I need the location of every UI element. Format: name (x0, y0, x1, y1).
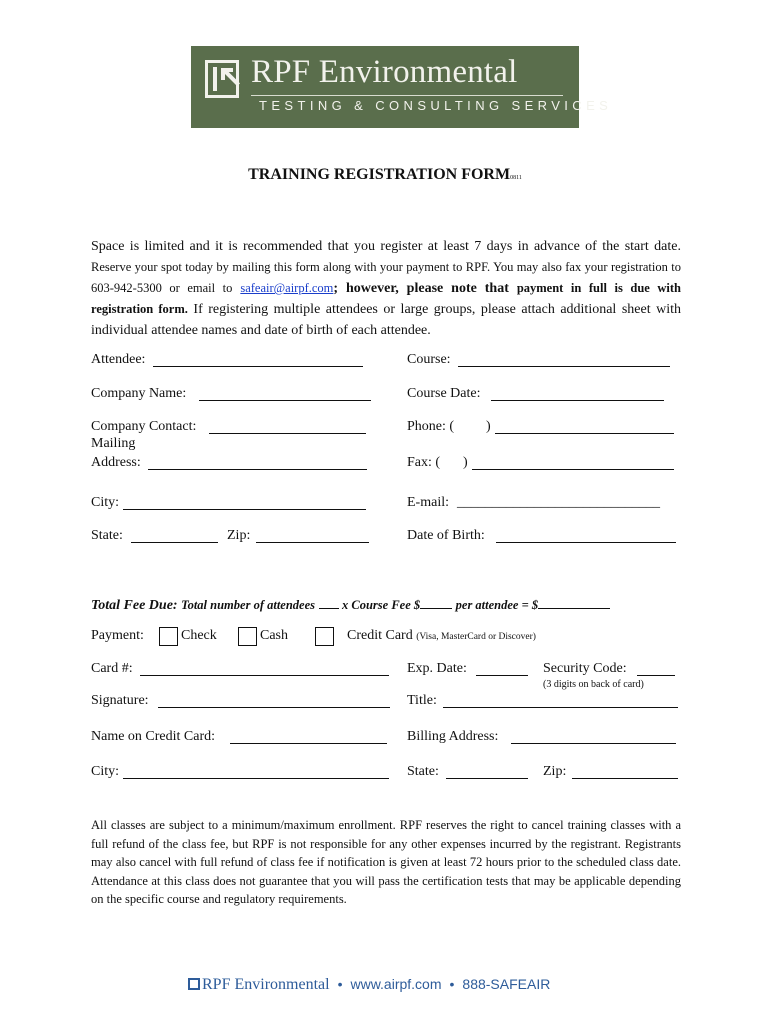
attendees-count-label: Total number of attendees (181, 598, 316, 612)
total-fee-field[interactable] (538, 596, 610, 609)
attendee-label: Attendee: (91, 352, 146, 367)
email-label: E-mail: (407, 495, 449, 510)
form-code: 0811 (510, 175, 522, 181)
check-checkbox[interactable] (159, 627, 178, 646)
phone-paren: ) (486, 419, 491, 434)
city-label: City: (91, 495, 120, 510)
phone-label: Phone: ( (407, 419, 455, 434)
course-label: Course: (407, 352, 451, 367)
attendee-field[interactable] (153, 366, 363, 367)
company-contact-field[interactable] (209, 433, 366, 434)
company-contact-label: Company Contact: (91, 419, 197, 434)
name-on-card-label: Name on Credit Card: (91, 729, 216, 744)
state-field[interactable] (131, 542, 218, 543)
exp-date-label: Exp. Date: (407, 661, 467, 676)
signature-field[interactable] (158, 707, 390, 708)
card-city-field[interactable] (123, 778, 389, 779)
card-city-label: City: (91, 764, 120, 779)
email-field[interactable]: _____________________________ (457, 495, 660, 510)
check-label: Check (181, 628, 217, 643)
intro-text-1: Space is limited and it is recommended that you register at least 7 days in advance of the start date. (91, 239, 681, 254)
company-name-field[interactable] (199, 400, 371, 401)
footer-website[interactable]: www.airpf.com (350, 976, 442, 992)
company-name-label: Company Name: (91, 386, 187, 401)
security-code-field[interactable] (637, 675, 675, 676)
total-fee-line (91, 596, 610, 614)
card-number-field[interactable] (140, 675, 389, 676)
footer-brand: RPF Environmental (202, 976, 330, 993)
cash-label: Cash (260, 628, 288, 643)
title-field[interactable] (443, 707, 678, 708)
course-field[interactable] (458, 366, 670, 367)
state-label: State: (91, 528, 123, 543)
address-label: Address: (91, 455, 141, 470)
fax-paren: ) (463, 455, 468, 470)
intro-bold-2: payment in full is due with registration form. (91, 281, 682, 316)
card-state-field[interactable] (446, 778, 528, 779)
dob-field[interactable] (496, 542, 676, 543)
email-link[interactable]: safeair@airpf.com (240, 281, 334, 295)
zip-label: Zip: (227, 528, 251, 543)
payment-label: Payment: (91, 628, 144, 643)
terms-paragraph: All classes are subject to a minimum/maximum enrollment. RPF reserves the right to cancel training classes with a full refund of the class fee, but RPF is not responsible for any other expenses incurred by the registrant. Registrants may also cancel with full refund of class fee if notification is given at least 72 hours prior to the scheduled class date. Attendance at this class does not guarantee that you will pass the certification tests that may be applicable depending on the specific course and regulatory requirements. (91, 818, 681, 906)
course-date-field[interactable] (491, 400, 664, 401)
fax-field[interactable] (472, 469, 674, 470)
rpf-logo-icon (205, 60, 239, 98)
security-code-label: Security Code: (543, 661, 627, 676)
logo-divider (251, 95, 563, 96)
footer-phone: 888-SAFEAIR (462, 976, 551, 992)
credit-card-label (347, 628, 536, 644)
card-number-label: Card #: (91, 661, 133, 676)
card-state-label: State: (407, 764, 439, 779)
exp-date-field[interactable] (476, 675, 528, 676)
title-label: Title: (407, 693, 437, 708)
per-attendee-label: per attendee = $ (455, 598, 539, 612)
billing-address-label: Billing Address: (407, 729, 499, 744)
intro-text-4: If registering multiple attendees or large groups, please attach additional sheet with individual attendee names and date of birth of each attendee. (91, 302, 681, 338)
city-field[interactable] (123, 509, 366, 510)
intro-bold-1: ; however, please note that (333, 281, 509, 296)
logo-tagline: TESTING & CONSULTING SERVICES (259, 98, 613, 113)
cash-checkbox[interactable] (238, 627, 257, 646)
name-on-card-field[interactable] (230, 743, 387, 744)
total-fee-label: Total Fee Due: (91, 598, 178, 613)
billing-address-field[interactable] (511, 743, 676, 744)
company-logo (191, 46, 613, 128)
card-zip-label: Zip: (543, 764, 567, 779)
footer-separator: • (337, 976, 343, 992)
credit-card-text: Credit Card (347, 628, 413, 643)
rpf-footer-icon (188, 978, 200, 990)
signature-label: Signature: (91, 693, 149, 708)
intro-text-2: Reserve your spot today by mailing this form along with your payment to RPF. You may also fax your registration to 603-942-5300 or email to (91, 260, 681, 295)
attendees-count-field[interactable] (319, 596, 339, 609)
phone-field[interactable] (495, 433, 674, 434)
mailing-label: Mailing (91, 436, 136, 451)
dob-label: Date of Birth: (407, 528, 485, 543)
course-date-label: Course Date: (407, 386, 481, 401)
intro-paragraph (91, 236, 681, 341)
logo-name: RPF Environmental (251, 54, 518, 90)
footer (188, 976, 550, 998)
credit-card-note: (Visa, MasterCard or Discover) (416, 632, 536, 642)
card-zip-field[interactable] (572, 778, 678, 779)
address-field[interactable] (148, 469, 367, 470)
fax-label: Fax: ( (407, 455, 441, 470)
security-code-note: (3 digits on back of card) (543, 679, 644, 690)
credit-card-checkbox[interactable] (315, 627, 334, 646)
footer-separator-2: • (449, 976, 455, 992)
course-fee-label: x Course Fee $ (342, 598, 421, 612)
course-fee-field[interactable] (420, 596, 452, 609)
form-title-text: TRAINING REGISTRATION FORM (248, 166, 511, 183)
zip-field[interactable] (256, 542, 369, 543)
form-title (0, 166, 770, 184)
